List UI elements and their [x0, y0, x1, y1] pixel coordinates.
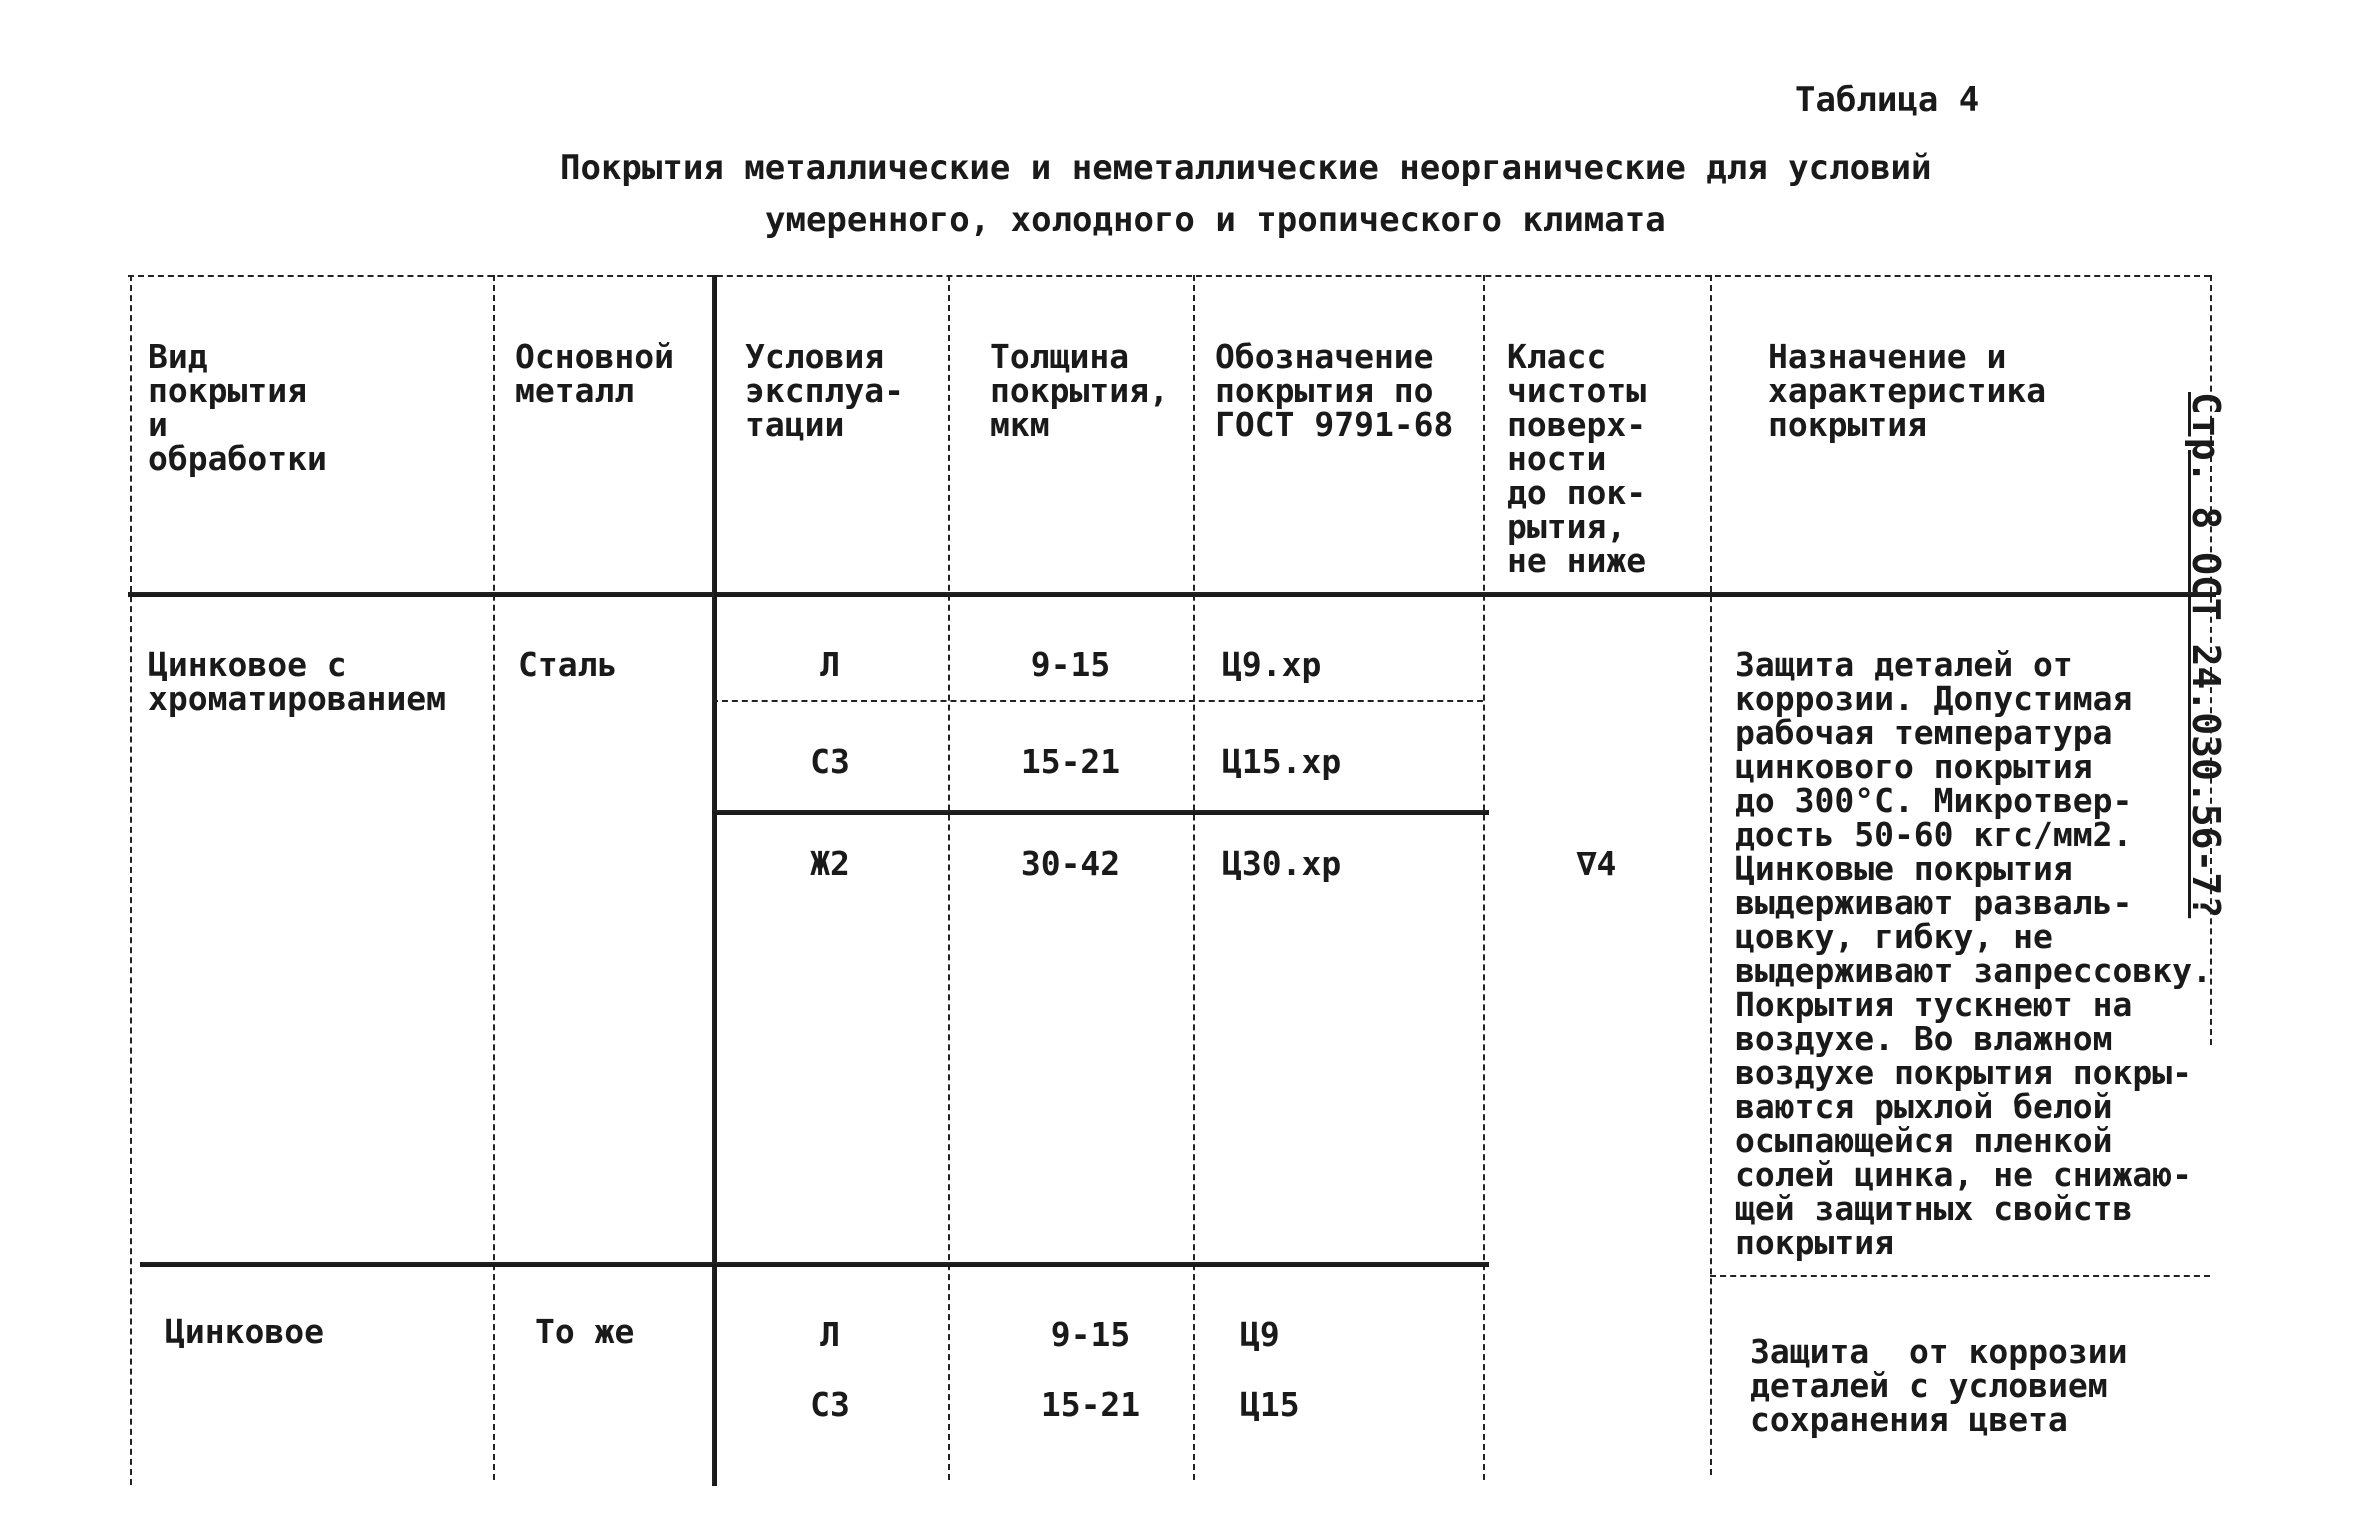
- header-coating-designation: Обозначение покрытия по ГОСТ 9791-68: [1215, 337, 1454, 444]
- header-coating-thickness: Толщина покрытия, мкм: [990, 337, 1169, 444]
- table-number: Таблица 4: [1795, 80, 1980, 120]
- condition-cell: Л: [820, 645, 840, 684]
- condition-cell: Л: [820, 1315, 840, 1354]
- thickness-cell: 15-21: [1040, 1385, 1141, 1424]
- condition-cell: С3: [810, 1385, 850, 1424]
- header-surface-purity-class: Класс чистоты поверх- ности до пок- рытия, не ниже: [1507, 337, 1647, 580]
- header-purpose: Назначение и характеристика покрытия: [1768, 337, 2047, 444]
- designation-cell: Ц15: [1240, 1385, 1300, 1424]
- header-coating-type: Вид покрытия и обработки: [148, 337, 327, 478]
- thickness-cell: 9-15: [1050, 1315, 1131, 1354]
- purpose-cell: Защита от коррозии деталей с условием сохранения цвета: [1750, 1332, 2128, 1439]
- side-page-label: Стр. 8 ОСТ 24.030.56-7?: [2184, 392, 2228, 919]
- purpose-cell: Защита деталей от коррозии. Допустимая рабочая температура цинкового покрытия до 300°С. Микротвер- дость 50-60 кгс/мм2. Цинковые покрытия выдерживают разваль- цовку, гибку, не выдерживают запрессовку. Покрытия тускнеют на воздухе. Во влажном воздухе покрытия покры- ваются рыхлой белой осыпающейся пленкой солей цинка, не снижаю- щей защитных свойств покрытия: [1735, 645, 2212, 1262]
- thickness-cell: 30-42: [1020, 844, 1121, 883]
- purity-class-cell: ∇4: [1576, 844, 1617, 883]
- coating-type-cell: Цинковое с хроматированием: [148, 645, 447, 718]
- designation-cell: Ц30.хр: [1222, 844, 1342, 883]
- designation-cell: Ц9.хр: [1222, 645, 1322, 684]
- base-metal-cell: То же: [535, 1312, 635, 1351]
- thickness-cell: 9-15: [1030, 645, 1111, 684]
- designation-cell: Ц9: [1240, 1315, 1280, 1354]
- table-title-line-2: умеренного, холодного и тропического климата: [765, 200, 1666, 240]
- header-operating-conditions: Условия эксплуа- тации: [745, 337, 904, 444]
- table-title-line-1: Покрытия металлические и неметаллические неорганические для условий: [560, 148, 1932, 188]
- thickness-cell: 15-21: [1020, 742, 1121, 781]
- condition-cell: С3: [810, 742, 850, 781]
- header-base-metal: Основной металл: [515, 337, 674, 410]
- designation-cell: Ц15.хр: [1222, 742, 1342, 781]
- base-metal-cell: Сталь: [518, 645, 618, 684]
- coating-type-cell: Цинковое: [165, 1312, 324, 1351]
- condition-cell: Ж2: [810, 844, 850, 883]
